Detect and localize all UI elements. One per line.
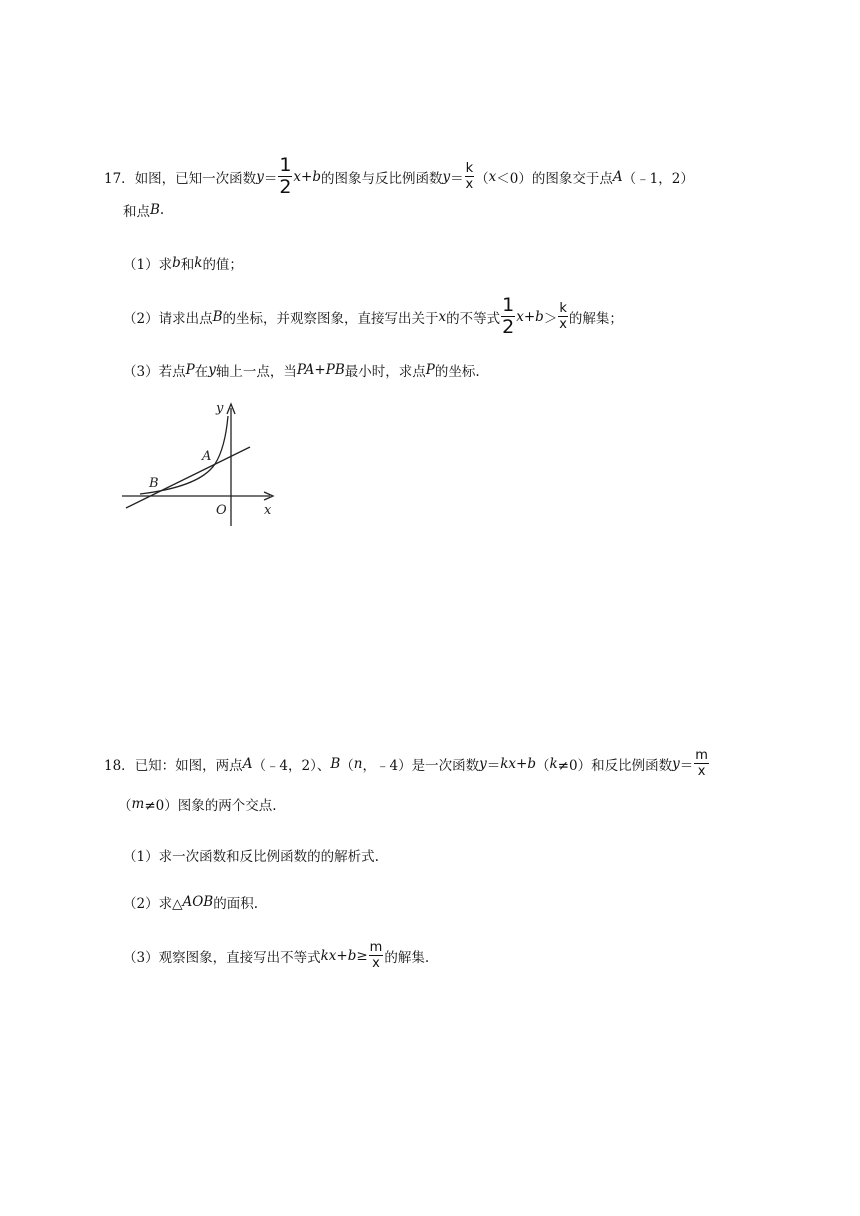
fraction-numerator: m [695,748,708,763]
q17-text: 和 [180,257,195,273]
var-b: b [172,255,181,271]
q18-text: 已知：如图，两点 [134,757,243,774]
var-n: n [353,755,363,772]
q17-text: 的坐标，并观察图象，直接写出关于 [222,310,439,327]
fraction-k-over-x [558,302,568,331]
expr-x-plus-b: x+b [293,168,321,185]
q17-text: 的图象与反比例函数 [321,170,443,187]
q17-text: （﹣1，2） [622,170,694,187]
fraction-numerator: 1 [502,294,515,316]
point-p: P [185,362,195,378]
q17-text: 轴上一点，当 [215,364,297,380]
q17-line-1 [104,156,694,197]
q17-line-2 [123,200,164,220]
q18-text: ≠0）和反比例函数 [557,757,673,774]
q17-part-3 [123,360,480,380]
point-b: B [330,755,341,772]
q18-text: ≠0）图象的两个交点. [144,798,277,814]
var-k: k [194,255,203,271]
q18-part-3 [123,941,429,970]
q17-part-2 [123,296,623,337]
greater-than-sign: ＞ [543,310,558,327]
fraction-denominator: x [559,317,567,332]
label-y: y [216,401,224,416]
fraction-one-half [501,296,515,337]
var-y: y [479,755,487,772]
q17-part-1 [123,253,243,273]
fraction-denominator: x [372,956,380,971]
triangle-aob: AOB [182,894,214,910]
expr-kx-plus-b: kx+b [500,755,536,772]
fraction-one-half [278,156,292,197]
q17-text: （3）若点 [123,364,186,380]
q18-part-1 [123,845,379,865]
fraction-numerator: k [559,301,567,316]
q17-text: 在 [194,364,209,380]
q18-text: （2）求△ [123,896,183,912]
var-y: y [208,362,216,378]
equals-sign: ＝ [486,757,501,774]
q18-text: （﹣4，2）、 [252,757,331,774]
var-x: x [488,168,497,185]
q18-part-2 [123,892,258,912]
label-x: x [264,503,272,518]
fraction-denominator: x [697,764,706,779]
expr-pa-plus-pb: PA+PB [296,362,345,378]
q17-text: 的解集； [568,310,623,327]
q17-text: 和点 [123,204,150,220]
q18-line-1 [104,749,710,778]
q18-text: 的面积. [213,896,259,912]
point-a: A [242,755,253,772]
fraction-k-over-x [465,162,475,191]
point-a: A [612,168,623,185]
fraction-numerator: k [465,161,474,176]
q18-text: （1）求一次函数和反比例函数的的解析式. [123,849,379,865]
fraction-numerator: m [369,940,383,955]
q18-line-2 [118,794,277,814]
q17-text: . [159,202,165,218]
q17-text: ＜0）的图象交于点 [496,170,613,187]
var-y: y [672,755,680,772]
q18-number: 18． [104,757,135,774]
greater-equal-sign: ≥ [356,947,368,964]
q17-text: 如图，已知一次函数 [134,170,257,187]
q18-text: （3）观察图象，直接写出不等式 [123,949,321,966]
q18-text: （ [535,757,550,774]
label-origin: O [216,503,227,518]
point-b: B [150,202,160,218]
expr-x-plus-b: x+b [516,308,544,325]
var-m: m [131,796,145,812]
q17-number: 17． [104,170,135,187]
q17-graph-figure [118,398,280,530]
q17-text: 最小时，求点 [344,364,426,380]
expr-kx-plus-b: kx+b [320,947,357,964]
fraction-numerator: 1 [279,154,292,176]
point-p: P [425,362,435,378]
q17-text: （2）请求出点 [123,310,213,327]
var-x: x [438,308,447,325]
q17-text: 的坐标. [434,364,480,380]
coordinate-graph [118,398,280,530]
q17-text: 的不等式 [446,310,501,327]
var-y: y [256,168,264,185]
q18-text: ，﹣4）是一次函数 [362,757,480,774]
q18-text: （ [118,798,132,814]
q18-text: （ [340,757,354,774]
equals-sign: ＝ [450,170,464,187]
fraction-m-over-x [694,749,709,778]
label-point-a: A [202,449,212,464]
q17-text: 的值； [202,257,243,273]
fraction-m-over-x [369,941,384,970]
fraction-denominator: x [465,177,474,192]
label-point-b: B [149,476,159,491]
fraction-denominator: 2 [502,316,515,338]
q18-text: 的解集. [384,949,430,966]
equals-sign: ＝ [263,170,278,187]
fraction-denominator: 2 [279,176,292,198]
var-y: y [442,168,451,185]
var-k: k [549,755,558,772]
q17-text: （1）求 [123,257,173,273]
q17-text: （ [475,170,489,187]
point-b: B [212,308,223,325]
equals-sign: ＝ [679,757,694,774]
